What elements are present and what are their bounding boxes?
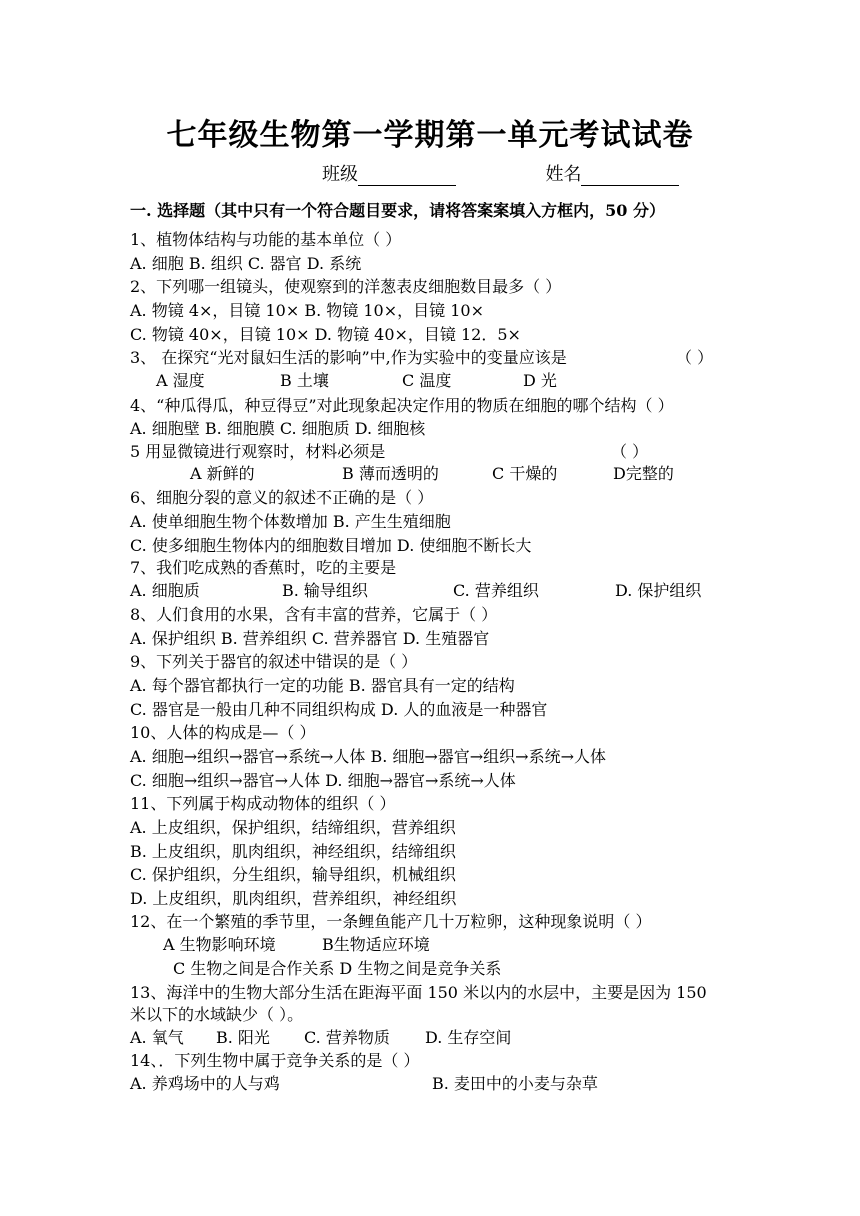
question-2-options-ab: A. 物镜 4×，目镜 10× B. 物镜 10×，目镜 10× xyxy=(130,301,484,320)
question-14-option-b: B. 麦田中的小麦与杂草 xyxy=(432,1074,598,1093)
question-10-options-ab: A. 细胞→组织→器官→系统→人体 B. 细胞→器官→组织→系统→人体 xyxy=(130,747,606,766)
question-4-options: A. 细胞壁 B. 细胞膜 C. 细胞质 D. 细胞核 xyxy=(130,419,426,438)
question-3-option-c: C 温度 xyxy=(402,371,452,390)
question-13-option-a: A. 氧气 xyxy=(130,1028,184,1047)
question-3-answer-bracket: （ ） xyxy=(676,348,714,367)
question-12: 12、在一个繁殖的季节里，一条鲤鱼能产几十万粒卵，这种现象说明（ ） xyxy=(130,912,652,931)
question-13-continued: 米以下的水域缺少（ ）。 xyxy=(130,1005,304,1024)
question-5-option-a: A 新鲜的 xyxy=(190,464,255,483)
question-5-answer-bracket: （ ） xyxy=(611,442,649,461)
student-info-row xyxy=(322,160,679,186)
class-blank xyxy=(358,165,456,186)
question-3-option-b: B 土壤 xyxy=(280,371,329,390)
question-11-option-b: B. 上皮组织，肌肉组织，神经组织，结缔组织 xyxy=(130,842,456,861)
question-3: 3、 在探究“光对鼠妇生活的影响”中,作为实验中的变量应该是 xyxy=(130,348,567,367)
question-12-option-a: A 生物影响环境 xyxy=(163,935,276,954)
question-5-option-d: D完整的 xyxy=(613,464,674,483)
question-2-options-cd: C. 物镜 40×，目镜 10× D. 物镜 40×，目镜 12．5× xyxy=(130,325,521,344)
name-blank xyxy=(581,165,679,186)
question-6-options-cd: C. 使多细胞生物体内的细胞数目增加 D. 使细胞不断长大 xyxy=(130,536,532,555)
question-5: 5 用显微镜进行观察时，材料必须是 xyxy=(130,442,386,461)
question-7-option-c: C. 营养组织 xyxy=(453,581,539,600)
question-4: 4、“种瓜得瓜，种豆得豆”对此现象起决定作用的物质在细胞的哪个结构（ ） xyxy=(130,396,674,415)
question-7: 7、我们吃成熟的香蕉时，吃的主要是 xyxy=(130,558,397,577)
question-13-option-c: C. 营养物质 xyxy=(304,1028,390,1047)
question-14-option-a: A. 养鸡场中的人与鸡 xyxy=(130,1074,280,1093)
question-3-option-d: D 光 xyxy=(523,371,557,390)
question-9: 9、下列关于器官的叙述中错误的是（ ） xyxy=(130,652,418,671)
question-10: 10、人体的构成是—（ ） xyxy=(130,723,316,742)
question-11: 11、下列属于构成动物体的组织（ ） xyxy=(130,794,396,813)
question-3-option-a: A 湿度 xyxy=(156,371,205,390)
question-14: 14、．下列生物中属于竞争关系的是（ ） xyxy=(130,1051,420,1070)
question-13-option-b: B. 阳光 xyxy=(216,1028,270,1047)
question-11-option-a: A. 上皮组织，保护组织，结缔组织，营养组织 xyxy=(130,818,456,837)
name-label: 姓名 xyxy=(545,164,582,185)
question-5-option-b: B 薄而透明的 xyxy=(342,464,439,483)
question-12-option-b: B生物适应环境 xyxy=(322,935,430,954)
question-8: 8、人们食用的水果，含有丰富的营养，它属于（ ） xyxy=(130,605,498,624)
question-7-option-b: B. 输导组织 xyxy=(282,581,368,600)
class-label: 班级 xyxy=(322,164,358,185)
question-10-options-cd: C. 细胞→组织→器官→人体 D. 细胞→器官→系统→人体 xyxy=(130,771,516,790)
question-7-option-d: D. 保护组织 xyxy=(615,581,702,600)
question-5-option-c: C 干燥的 xyxy=(492,464,558,483)
question-11-option-d: D. 上皮组织，肌肉组织，营养组织，神经组织 xyxy=(130,889,457,908)
question-11-option-c: C. 保护组织，分生组织，输导组织，机械组织 xyxy=(130,865,456,884)
question-1: 1、植物体结构与功能的基本单位（ ） xyxy=(130,230,402,249)
question-8-options: A. 保护组织 B. 营养组织 C. 营养器官 D. 生殖器官 xyxy=(130,629,490,648)
question-9-options-ab: A. 每个器官都执行一定的功能 B. 器官具有一定的结构 xyxy=(130,676,515,695)
section-heading: 一. 选择题（其中只有一个符合题目要求，请将答案案填入方框内，50 分） xyxy=(130,201,665,220)
question-6: 6、细胞分裂的意义的叙述不正确的是（ ） xyxy=(130,488,434,507)
question-13-option-d: D. 生存空间 xyxy=(425,1028,512,1047)
question-13: 13、海洋中的生物大部分生活在距海平面 150 米以内的水层中，主要是因为 150 xyxy=(130,983,707,1002)
question-7-option-a: A. 细胞质 xyxy=(130,581,200,600)
question-12-options-cd: C 生物之间是合作关系 D 生物之间是竞争关系 xyxy=(173,959,502,978)
question-2: 2、下列哪一组镜头，使观察到的洋葱表皮细胞数目最多（ ） xyxy=(130,277,562,296)
question-6-options-ab: A. 使单细胞生物个体数增加 B. 产生生殖细胞 xyxy=(130,512,451,531)
question-1-options: A. 细胞 B. 组织 C. 器官 D. 系统 xyxy=(130,254,362,273)
question-9-options-cd: C. 器官是一般由几种不同组织构成 D. 人的血液是一种器官 xyxy=(130,700,548,719)
exam-title: 七年级生物第一学期第一单元考试试卷 xyxy=(166,118,694,153)
